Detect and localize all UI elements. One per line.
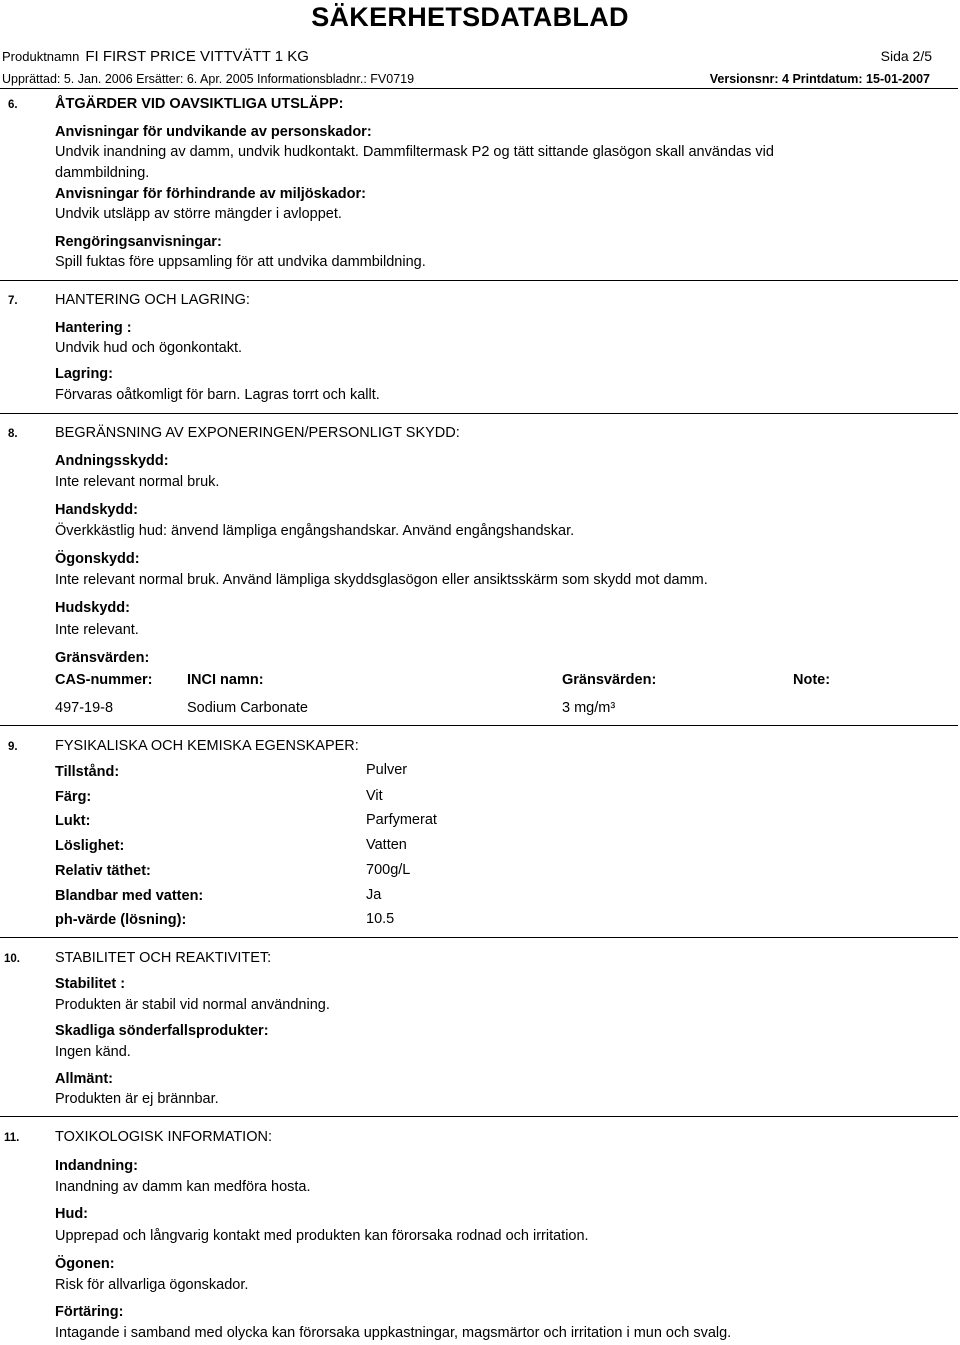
field-text: Spill fuktas före uppsamling för att undvika dammbildning. [55, 254, 426, 270]
product-name-line [2, 48, 309, 65]
field-text: Risk för allvarliga ögonskador. [55, 1277, 249, 1293]
property-label: Relativ täthet: [55, 863, 151, 879]
section-number: 7. [8, 295, 18, 307]
table-header: CAS-nummer: [55, 672, 153, 688]
header-divider [0, 88, 958, 89]
field-text: Inandning av damm kan medföra hosta. [55, 1179, 311, 1195]
property-value: Parfymerat [366, 812, 437, 828]
section-heading: FYSIKALISKA OCH KEMISKA EGENSKAPER: [55, 738, 359, 754]
field-text: Produkten är stabil vid normal användning. [55, 997, 330, 1013]
section-heading: ÅTGÄRDER VID OAVSIKTLIGA UTSLÄPP: [55, 96, 344, 112]
field-text: Upprepad och långvarig kontakt med produkten kan förorsaka rodnad och irritation. [55, 1228, 589, 1244]
section-number: 9. [8, 741, 18, 753]
field-label: Andningsskydd: [55, 453, 169, 469]
document-meta-left: Upprättad: 5. Jan. 2006 Ersätter: 6. Apr. 2005 Informationsbladnr.: FV0719 [2, 72, 415, 86]
section-divider [0, 280, 958, 281]
section-number: 10. [4, 953, 20, 965]
section-number: 6. [8, 99, 18, 111]
field-label: Ögonen: [55, 1256, 115, 1272]
field-text: Inte relevant normal bruk. Använd lämpliga skyddsglasögon eller ansiktsskärm som skydd mot damm. [55, 572, 708, 588]
field-label: Ögonskydd: [55, 551, 140, 567]
field-text: Ingen känd. [55, 1044, 131, 1060]
page-number: Sida 2/5 [880, 48, 932, 64]
field-label: Förtäring: [55, 1304, 124, 1320]
product-name-label: Produktnamn [2, 49, 80, 64]
document-meta-right: Versionsnr: 4 Printdatum: 15-01-2007 [709, 72, 930, 86]
field-text: Förvaras oåtkomligt för barn. Lagras torrt och kallt. [55, 387, 380, 403]
property-label: ph-värde (lösning): [55, 912, 187, 928]
field-label: Lagring: [55, 366, 113, 382]
section-divider [0, 937, 958, 938]
property-label: Färg: [55, 789, 92, 805]
field-label: Stabilitet : [55, 976, 126, 992]
field-label: Hud: [55, 1206, 89, 1222]
table-header: Note: [793, 672, 831, 688]
property-label: Blandbar med vatten: [55, 888, 204, 904]
section-divider [0, 725, 958, 726]
field-label: Anvisningar för undvikande av personskador: [55, 124, 372, 140]
field-label: Skadliga sönderfallsprodukter: [55, 1023, 269, 1039]
section-heading: TOXIKOLOGISK INFORMATION: [55, 1129, 272, 1145]
field-text: Intagande i samband med olycka kan förorsaka uppkastningar, magsmärtor och irritation i mun och svalg. [55, 1325, 732, 1341]
field-text: Överkkästlig hud: änvend lämpliga engångshandskar. Använd engångshandskar. [55, 523, 575, 539]
section-divider [0, 1116, 958, 1117]
table-cell: Sodium Carbonate [187, 700, 308, 716]
property-value: Pulver [366, 762, 408, 778]
field-label: Rengöringsanvisningar: [55, 234, 222, 250]
property-value: Ja [366, 887, 382, 903]
section-heading: BEGRÄNSNING AV EXPONERINGEN/PERSONLIGT SKYDD: [55, 425, 460, 441]
product-name: FI FIRST PRICE VITTVÄTT 1 KG [85, 48, 309, 65]
document-title: SÄKERHETSDATABLAD [311, 2, 629, 32]
property-label: Löslighet: [55, 838, 125, 854]
field-label: Hudskydd: [55, 600, 130, 616]
field-text: Undvik hud och ögonkontakt. [55, 340, 243, 356]
table-header: Gränsvärden: [562, 672, 657, 688]
field-label: Gränsvärden: [55, 650, 150, 666]
field-label: Hantering : [55, 320, 132, 336]
field-label: Handskydd: [55, 502, 138, 518]
property-label: Tillstånd: [55, 764, 120, 780]
property-label: Lukt: [55, 813, 91, 829]
field-label: Allmänt: [55, 1071, 113, 1087]
property-value: 10.5 [366, 911, 395, 927]
section-heading: HANTERING OCH LAGRING: [55, 292, 250, 308]
table-cell: 3 mg/m³ [562, 700, 616, 716]
section-number: 11. [4, 1132, 20, 1144]
section-heading: STABILITET OCH REAKTIVITET: [55, 950, 272, 966]
property-value: Vit [366, 788, 383, 804]
field-text: Inte relevant. [55, 622, 139, 638]
field-label: Indandning: [55, 1158, 138, 1174]
table-header: INCI namn: [187, 672, 264, 688]
section-number: 8. [8, 428, 18, 440]
section-divider [0, 413, 958, 414]
field-text: Undvik inandning av damm, undvik hudkontakt. Dammfiltermask P2 og tätt sittande glasögon skall användas vid dammbildning. [55, 144, 774, 181]
field-label: Anvisningar för förhindrande av miljöskador: [55, 186, 366, 202]
property-value: 700g/L [366, 862, 411, 878]
table-cell: 497-19-8 [55, 700, 114, 716]
field-text: Undvik utsläpp av större mängder i avloppet. [55, 206, 342, 222]
property-value: Vatten [366, 837, 407, 853]
field-text: Produkten är ej brännbar. [55, 1091, 219, 1107]
field-text: Inte relevant normal bruk. [55, 474, 220, 490]
